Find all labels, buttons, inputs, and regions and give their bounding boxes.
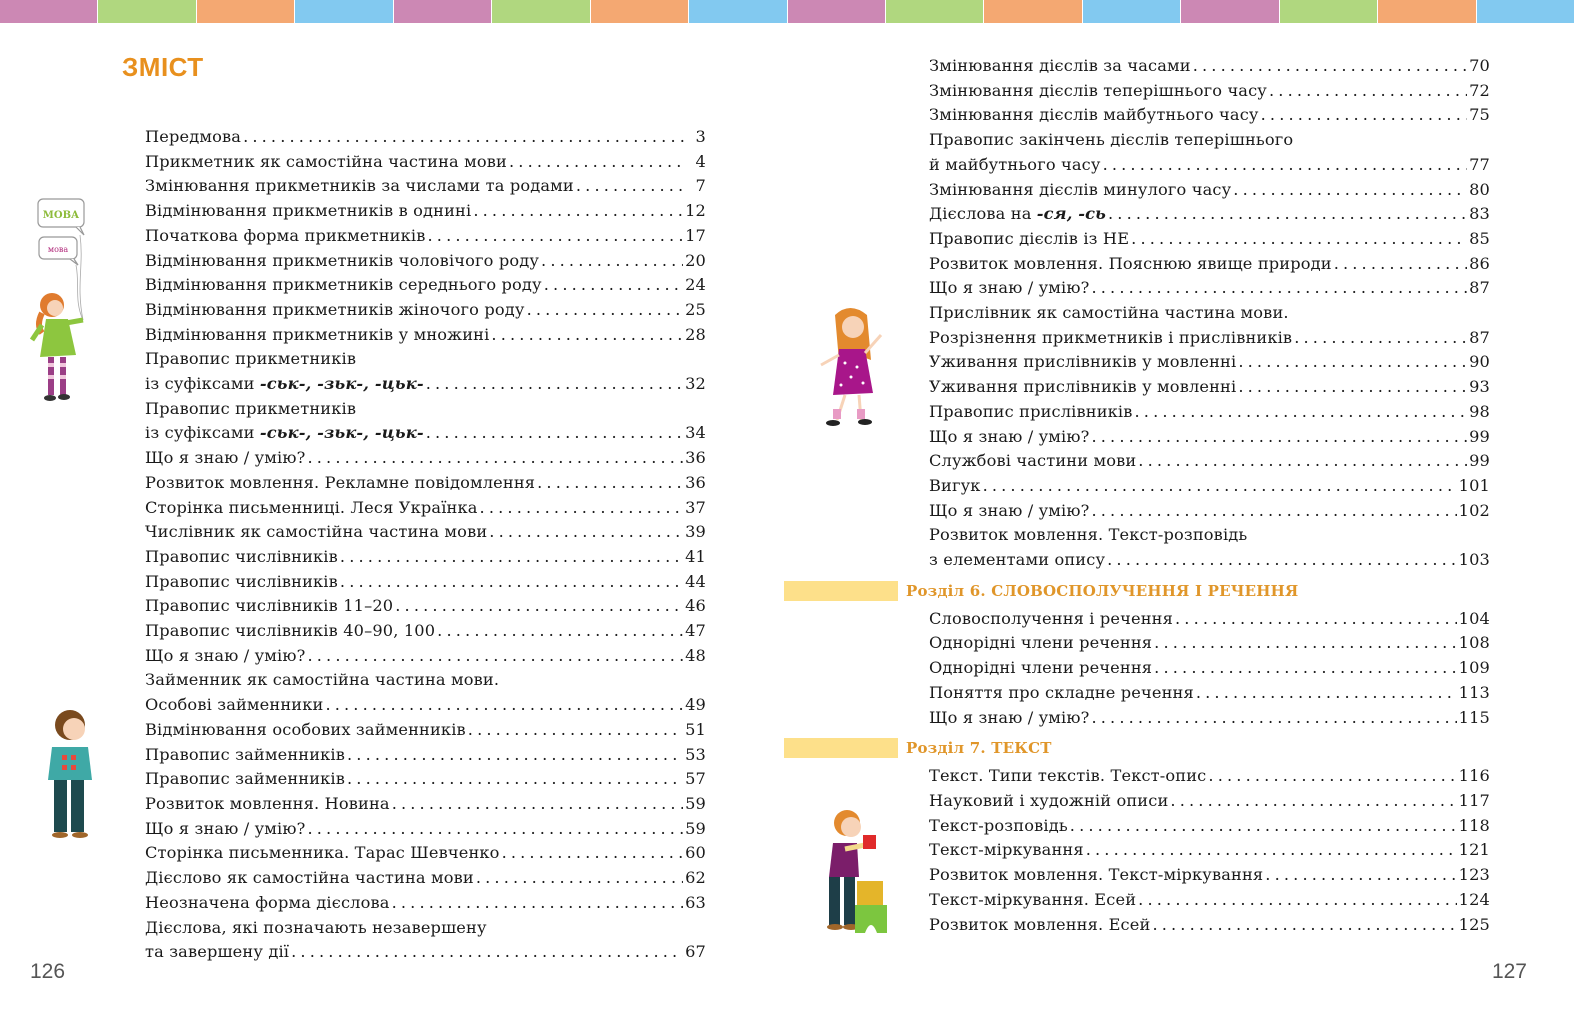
toc-entry-title: Особові займенники: [145, 695, 324, 715]
toc-entry[interactable]: [929, 913, 1490, 938]
toc-entry-page: 36: [685, 448, 706, 468]
toc-entry-page: 83: [1469, 204, 1490, 224]
toc-entry-title: з елементами опису: [929, 550, 1106, 570]
toc-entry[interactable]: [929, 375, 1490, 400]
toc-entry-page: 108: [1458, 633, 1490, 653]
dot-leader: [1107, 548, 1457, 573]
toc-entry-page: 28: [685, 324, 706, 344]
toc-entry-title: Поняття про складне речення: [929, 682, 1194, 702]
girl-with-speech-bubbles-illustration: [28, 195, 98, 415]
dot-leader: [1091, 499, 1456, 524]
toc-entry-title: Сторінка письменника. Тарас Шевченко: [145, 843, 500, 863]
dot-leader: [307, 644, 683, 669]
dot-leader: [307, 446, 683, 471]
toc-entry-title: Розвиток мовлення. Пояснюю явище природи: [929, 253, 1332, 273]
page-right: [787, 0, 1575, 1024]
toc-entry-title: та завершену дії: [145, 942, 290, 962]
toc-entry[interactable]: [145, 817, 706, 842]
section-title: Розділ 6. СЛОВОСПОЛУЧЕННЯ І РЕЧЕННЯ: [906, 581, 1299, 600]
toc-entry[interactable]: [929, 656, 1490, 681]
dot-leader: [437, 619, 683, 644]
toc-entry-page: 44: [685, 571, 706, 591]
toc-entry-page: 124: [1458, 889, 1490, 909]
toc-entry[interactable]: [145, 496, 706, 521]
toc-entry[interactable]: [929, 54, 1490, 79]
dot-leader: [1091, 425, 1467, 450]
dot-leader: [509, 150, 684, 175]
toc-entry-page: 125: [1458, 914, 1490, 934]
toc-entry-page: 41: [685, 546, 706, 566]
dot-leader: [307, 817, 683, 842]
toc-entry-page: 48: [685, 645, 706, 665]
page-title: ЗМІСТ: [122, 52, 204, 82]
dot-leader: [340, 545, 683, 570]
toc-entry[interactable]: [929, 252, 1490, 277]
toc-entry-title: Розвиток мовлення. Новина: [145, 793, 390, 813]
dot-leader: [1103, 153, 1468, 178]
toc-entry[interactable]: [145, 273, 706, 298]
dot-leader: [1193, 54, 1467, 79]
toc-entry[interactable]: [929, 814, 1490, 839]
toc-entry-title-line1: Розвиток мовлення. Текст-розповідь: [929, 525, 1248, 545]
dot-leader: [491, 323, 683, 348]
toc-entry-title: Текст-міркування: [929, 840, 1084, 860]
toc-entry[interactable]: [145, 125, 706, 150]
toc-entry-title: Правопис дієслів із НЕ: [929, 228, 1130, 248]
toc-entry[interactable]: [145, 594, 706, 619]
toc-entry[interactable]: [145, 668, 706, 717]
toc-entry-page: 103: [1458, 550, 1490, 570]
toc-entry-title: Змінювання дієслів минулого часу: [929, 179, 1232, 199]
toc-entry[interactable]: [929, 681, 1490, 706]
toc-entry-page: 80: [1469, 179, 1490, 199]
toc-entry-page: 60: [685, 843, 706, 863]
toc-entry-title: Уживання прислівників у мовленні: [929, 352, 1237, 372]
toc-entry[interactable]: [145, 323, 706, 348]
toc-entry-title: Що я знаю / умію?: [929, 426, 1090, 446]
dot-leader: [502, 841, 684, 866]
toc-entry-page: 75: [1469, 105, 1490, 125]
dot-leader: [576, 174, 684, 199]
toc-entry[interactable]: [929, 178, 1490, 203]
toc-entry-title: Що я знаю / умію?: [929, 278, 1090, 298]
toc-entry-page: 62: [685, 868, 706, 888]
toc-entry-title: Розвиток мовлення. Текст-міркування: [929, 865, 1264, 885]
toc-entry-title: Прикметник як самостійна частина мови: [145, 151, 507, 171]
toc-entry[interactable]: [929, 764, 1490, 789]
toc-entry[interactable]: [929, 499, 1490, 524]
toc-entry[interactable]: [929, 607, 1490, 632]
toc-entry-title: Словосполучення і речення: [929, 608, 1173, 628]
toc-entry[interactable]: [929, 523, 1490, 572]
speech-bubble-big-text: МОВА: [42, 210, 80, 221]
toc-entry[interactable]: [145, 644, 706, 669]
toc-entry[interactable]: [929, 227, 1490, 252]
dot-leader: [426, 372, 683, 397]
dot-leader: [1175, 607, 1457, 632]
dot-leader: [1131, 227, 1467, 252]
toc-entry-page: 12: [685, 201, 706, 221]
toc-entry-title: Правопис числівників: [145, 546, 338, 566]
toc-entry-title-line1: Правопис закінчень дієслів теперішнього: [929, 130, 1294, 150]
toc-entry[interactable]: [145, 446, 706, 471]
toc-entry-page: 123: [1458, 865, 1490, 885]
toc-entry[interactable]: [145, 199, 706, 224]
toc-entry-page: 63: [685, 892, 706, 912]
toc-entry-title: Дієслова на -ся, -сь: [929, 204, 1106, 224]
toc-entry-page: 51: [685, 719, 706, 739]
toc-entry[interactable]: [145, 718, 706, 743]
dot-leader: [1233, 178, 1467, 203]
toc-entry[interactable]: [929, 838, 1490, 863]
dot-leader: [427, 224, 683, 249]
dot-leader: [392, 792, 683, 817]
toc-entry-page: 87: [1469, 327, 1490, 347]
page-number-right: 127: [1491, 960, 1527, 983]
dot-leader: [1154, 631, 1456, 656]
toc-entry-title: Відмінювання прикметників жіночого роду: [145, 299, 525, 319]
toc-entry-title: Текст-міркування. Есей: [929, 889, 1137, 909]
dot-leader: [480, 496, 684, 521]
toc-entry-page: 7: [695, 176, 706, 196]
toc-entry-title: Сторінка письменниці. Леся Українка: [145, 497, 478, 517]
toc-entry-page: 77: [1469, 154, 1490, 174]
toc-entry-page: 59: [685, 818, 706, 838]
toc-entry[interactable]: [929, 202, 1490, 227]
toc-entry-page: 113: [1458, 682, 1490, 702]
toc-entry-title: Відмінювання особових займенників: [145, 719, 466, 739]
toc-entry-page: 46: [685, 596, 706, 616]
section-marker-bar: [784, 581, 898, 601]
toc-entry-title: Числівник як самостійна частина мови: [145, 522, 488, 542]
toc-entry-page: 87: [1469, 278, 1490, 298]
toc-entry-page: 70: [1469, 56, 1490, 75]
toc-entry-title: Що я знаю / умію?: [145, 645, 306, 665]
toc-entry-page: 36: [685, 472, 706, 492]
dot-leader: [468, 718, 683, 743]
dot-leader: [291, 940, 683, 965]
toc-entry-title: із суфіксами -ськ-, -зьк-, -цьк-: [145, 374, 424, 394]
dot-leader: [476, 866, 683, 891]
toc-entry-page: 72: [1469, 80, 1490, 100]
dot-leader: [392, 891, 684, 916]
toc-entry-title: Змінювання дієслів теперішнього часу: [929, 80, 1267, 100]
dot-leader: [1261, 103, 1467, 128]
dot-leader: [537, 471, 683, 496]
toc-entry-title-line1: Дієслова, які позначають незавершену: [145, 917, 487, 937]
toc-entry-title: Текст. Типи текстів. Текст-опис: [929, 766, 1207, 786]
toc-entry-title: Початкова форма прикметників: [145, 225, 426, 245]
toc-entry[interactable]: [929, 103, 1490, 128]
toc-entry[interactable]: [145, 224, 706, 249]
toc-entry[interactable]: [929, 474, 1490, 499]
toc-entry-title: Розвиток мовлення. Рекламне повідомлення: [145, 472, 536, 492]
toc-entry-page: 32: [685, 374, 706, 394]
toc-entry-page: 93: [1469, 377, 1490, 397]
toc-entry[interactable]: [145, 841, 706, 866]
toc-entry-title: Текст-розповідь: [929, 815, 1068, 835]
toc-entry-suffix-italic: -ськ-, -зьк-, -цьк-: [259, 374, 424, 394]
dot-leader: [544, 273, 683, 298]
toc-entry-title: із суфіксами -ськ-, -зьк-, -цьк-: [145, 423, 424, 443]
toc-entry[interactable]: [145, 891, 706, 916]
toc-entry-page: 20: [685, 250, 706, 270]
toc-entry-page: 67: [685, 942, 706, 962]
toc-entry[interactable]: [929, 888, 1490, 913]
toc-entry-page: 90: [1469, 352, 1490, 372]
speech-bubble-small-text: мова: [47, 245, 69, 254]
toc-entry[interactable]: [145, 347, 706, 396]
dot-leader: [1238, 375, 1467, 400]
toc-entry[interactable]: [145, 174, 706, 199]
toc-list-left: [145, 125, 706, 965]
toc-entry[interactable]: [929, 789, 1490, 814]
dot-leader: [1135, 400, 1468, 425]
dot-leader: [1138, 449, 1467, 474]
toc-entry[interactable]: [145, 298, 706, 323]
toc-entry-title: Науковий і художній описи: [929, 790, 1169, 810]
toc-entry-title: Передмова: [145, 127, 242, 146]
boy-with-blocks-illustration: [815, 805, 895, 940]
dot-leader: [489, 520, 683, 545]
toc-entry-suffix-italic: -ськ-, -зьк-, -цьк-: [259, 423, 424, 443]
toc-entry-page: 86: [1469, 253, 1490, 273]
girl-dancing-illustration: [815, 305, 895, 435]
toc-entry-title: Неозначена форма дієслова: [145, 892, 390, 912]
dot-leader: [340, 570, 683, 595]
toc-entry[interactable]: [929, 425, 1490, 450]
toc-entry-title: Що я знаю / умію?: [145, 818, 306, 838]
toc-entry-title: Вигук: [929, 475, 981, 495]
page-left: [0, 0, 787, 1024]
dot-leader: [1108, 202, 1467, 227]
toc-entry-title: Уживання прислівників у мовленні: [929, 377, 1237, 397]
toc-entry[interactable]: [929, 400, 1490, 425]
toc-entry-page: 85: [1469, 228, 1490, 248]
dot-leader: [1265, 863, 1456, 888]
dot-leader: [395, 594, 683, 619]
dot-leader: [243, 125, 684, 150]
section-header[interactable]: [784, 736, 1490, 760]
dot-leader: [1170, 789, 1456, 814]
toc-entry-page: 102: [1458, 500, 1490, 520]
toc-entry-title: Розрізнення прикметників і прислівників: [929, 327, 1293, 347]
toc-entry-page: 98: [1469, 401, 1490, 421]
toc-entry-page: 59: [685, 793, 706, 813]
toc-entry-title: Однорідні члени речення: [929, 658, 1153, 678]
toc-entry-title: Змінювання прикметників за числами та родами: [145, 176, 574, 196]
section-title: Розділ 7. ТЕКСТ: [906, 739, 1052, 758]
dot-leader: [1086, 838, 1457, 863]
toc-entry-title: Однорідні члени речення: [929, 633, 1153, 653]
toc-entry-page: 118: [1458, 815, 1490, 835]
dot-leader: [1152, 913, 1456, 938]
toc-entry[interactable]: [929, 863, 1490, 888]
toc-entry-title: Розвиток мовлення. Есей: [929, 914, 1151, 934]
dot-leader: [347, 743, 683, 768]
section-header[interactable]: [784, 579, 1490, 603]
dot-leader: [473, 199, 683, 224]
dot-leader: [1091, 276, 1467, 301]
toc-entry[interactable]: [145, 545, 706, 570]
toc-entry[interactable]: [145, 866, 706, 891]
toc-entry[interactable]: [145, 397, 706, 446]
toc-entry[interactable]: [929, 631, 1490, 656]
toc-entry-title: Дієслово як самостійна частина мови: [145, 868, 474, 888]
toc-entry[interactable]: [929, 128, 1490, 177]
toc-entry-title: Що я знаю / умію?: [929, 500, 1090, 520]
toc-entry[interactable]: [145, 916, 706, 965]
toc-entry[interactable]: [929, 276, 1490, 301]
toc-entry[interactable]: [145, 619, 706, 644]
dot-leader: [1154, 656, 1456, 681]
toc-entry[interactable]: [145, 743, 706, 768]
page-number-left: 126: [30, 960, 66, 983]
dot-leader: [983, 474, 1457, 499]
toc-entry-title: Відмінювання прикметників у множині: [145, 324, 490, 344]
toc-entry-title: Правопис займенників: [145, 769, 345, 789]
section-marker-bar: [784, 738, 898, 758]
toc-entry[interactable]: [145, 570, 706, 595]
dot-leader: [1070, 814, 1457, 839]
dot-leader: [325, 693, 683, 718]
toc-entry-title-line1: Правопис прикметників: [145, 349, 357, 369]
toc-entry-title: Відмінювання прикметників середнього роду: [145, 275, 542, 295]
toc-entry[interactable]: [145, 767, 706, 792]
toc-entry-page: 101: [1458, 475, 1490, 495]
toc-entry-page: 37: [685, 497, 706, 517]
dot-leader: [541, 249, 683, 274]
toc-entry[interactable]: [929, 449, 1490, 474]
dot-leader: [1208, 764, 1456, 789]
toc-entry-page: 104: [1458, 608, 1490, 628]
toc-entry[interactable]: [929, 706, 1490, 731]
toc-entry-suffix-italic: -ся, -сь: [1036, 204, 1106, 224]
dot-leader: [527, 298, 684, 323]
toc-entry-page: 53: [685, 744, 706, 764]
dot-leader: [1269, 79, 1467, 104]
dot-leader: [1091, 706, 1456, 731]
dot-leader: [1334, 252, 1467, 277]
toc-list-right: [906, 54, 1490, 937]
toc-entry-title-line1: Прислівник як самостійна частина мови.: [929, 303, 1289, 323]
toc-entry[interactable]: [145, 150, 706, 175]
dot-leader: [1238, 350, 1467, 375]
toc-entry-title-line1: Правопис прикметників: [145, 398, 357, 418]
toc-entry-title: Правопис займенників: [145, 744, 345, 764]
toc-entry-title: Відмінювання прикметників чоловічого роду: [145, 250, 540, 270]
toc-entry-page: 116: [1458, 766, 1490, 786]
toc-entry[interactable]: [145, 249, 706, 274]
toc-entry-page: 99: [1469, 451, 1490, 471]
toc-entry-title: Змінювання дієслів за часами: [929, 56, 1191, 75]
toc-entry-page: 109: [1458, 658, 1490, 678]
toc-entry-page: 99: [1469, 426, 1490, 446]
toc-entry-title: Що я знаю / умію?: [145, 448, 306, 468]
toc-entry-title: Правопис числівників 40–90, 100: [145, 621, 436, 641]
toc-entry-page: 117: [1458, 790, 1490, 810]
toc-entry-title: Службові частини мови: [929, 451, 1137, 471]
toc-entry[interactable]: [145, 471, 706, 496]
toc-entry-title: й майбутнього часу: [929, 154, 1101, 174]
toc-entry-page: 4: [695, 151, 706, 171]
toc-entry-title: Правопис числівників: [145, 571, 338, 591]
toc-entry[interactable]: [929, 79, 1490, 104]
dot-leader: [1294, 326, 1467, 351]
toc-entry-page: 57: [685, 769, 706, 789]
toc-entry[interactable]: [929, 301, 1490, 350]
toc-entry-title: Відмінювання прикметників в однині: [145, 201, 472, 221]
toc-entry-page: 17: [685, 225, 706, 245]
toc-entry-page: 115: [1458, 707, 1490, 727]
toc-entry[interactable]: [929, 350, 1490, 375]
boy-standing-illustration: [40, 705, 100, 840]
dot-leader: [426, 421, 683, 446]
toc-entry-title: Правопис прислівників: [929, 401, 1133, 421]
dot-leader: [1196, 681, 1457, 706]
toc-entry-page: 121: [1458, 840, 1490, 860]
toc-entry[interactable]: [145, 792, 706, 817]
toc-entry-title-line1: Займенник як самостійна частина мови.: [145, 670, 500, 690]
toc-entry-title: Правопис числівників 11–20: [145, 596, 394, 616]
toc-entry-page: 47: [685, 621, 706, 641]
toc-entry-page: 25: [685, 299, 706, 319]
toc-entry-page: 24: [685, 275, 706, 295]
toc-entry-page: 34: [685, 423, 706, 443]
toc-entry-page: 3: [695, 127, 706, 146]
toc-entry-title: Що я знаю / умію?: [929, 707, 1090, 727]
dot-leader: [347, 767, 683, 792]
toc-entry[interactable]: [145, 520, 706, 545]
dot-leader: [1138, 888, 1456, 913]
toc-entry-page: 49: [685, 695, 706, 715]
toc-entry-title: Змінювання дієслів майбутнього часу: [929, 105, 1259, 125]
toc-entry-page: 39: [685, 522, 706, 542]
